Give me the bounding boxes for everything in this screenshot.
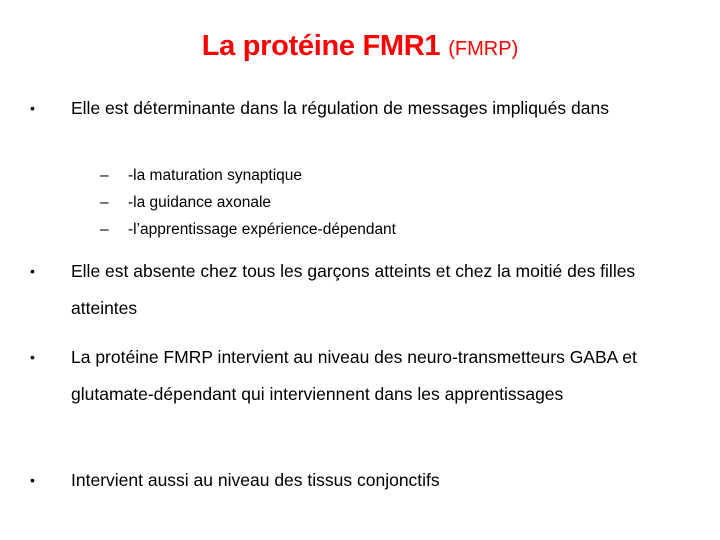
bullet-item-3	[30, 339, 690, 413]
sub-bullet-item	[100, 162, 700, 189]
bullet-marker: •	[30, 100, 35, 116]
bullet-marker: •	[30, 472, 35, 488]
sub-bullet-list	[100, 162, 700, 243]
bullet-item-4	[30, 462, 690, 499]
dash-marker: –	[100, 167, 109, 184]
bullet-text: Elle est absente chez tous les garçons atteints et chez la moitié des filles atteintes	[71, 261, 636, 318]
title-subtitle: (FMRP)	[448, 38, 519, 60]
bullet-item-1	[30, 90, 690, 127]
sub-bullet-text: -la maturation synaptique	[128, 167, 303, 184]
sub-bullet-text: -la guidance axonale	[128, 194, 272, 211]
bullet-item-2	[30, 253, 690, 327]
bullet-text: Intervient aussi au niveau des tissus conjonctifs	[71, 470, 440, 490]
bullet-marker: •	[30, 349, 35, 365]
bullet-text: Elle est déterminante dans la régulation de messages impliqués dans	[71, 98, 609, 118]
sub-bullet-item	[100, 216, 700, 243]
sub-bullet-item	[100, 189, 700, 216]
slide-title	[0, 30, 720, 63]
dash-marker: –	[100, 221, 109, 238]
bullet-text: La protéine FMRP intervient au niveau des neuro-transmetteurs GABA et glutamate-dépendant qui interviennent dans les apprentissages	[71, 347, 637, 404]
title-main: La protéine FMR1	[201, 30, 441, 62]
bullet-marker: •	[30, 263, 35, 279]
sub-bullet-text: -l’apprentissage expérience-dépendant	[128, 221, 396, 238]
dash-marker: –	[100, 194, 109, 211]
